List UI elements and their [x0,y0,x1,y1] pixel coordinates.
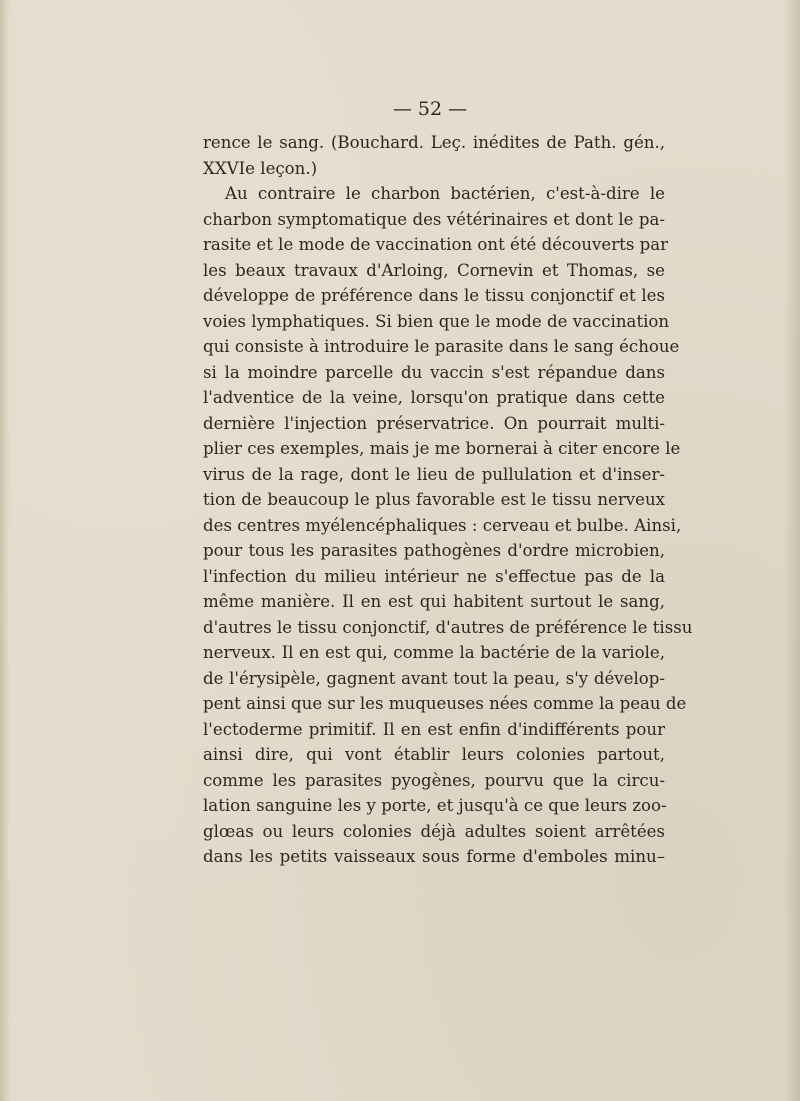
text-line: pent ainsi que sur les muqueuses nées comme la peau de [203,694,687,713]
text-line: tion de beaucoup le plus favorable est le tissu nerveux [203,490,665,509]
text-line: l'adventice de la veine, lorsqu'on pratique dans cette [203,388,665,407]
text-line: dernière l'injection préservatrice. On pourrait multi- [203,413,665,433]
page-right-edge [784,0,800,1101]
text-line: XXVIe leçon.) [203,158,318,178]
page-left-edge [0,0,10,1101]
text-line: qui consiste à introduire le parasite dans le sang échoue [203,337,680,356]
text-line: glœas ou leurs colonies déjà adultes soient arrêtées [203,821,665,841]
text-line: l'ectoderme primitif. Il en est enfin d'indifférents pour [203,719,665,739]
text-line: nerveux. Il en est qui, comme la bactérie de la variole, [203,643,665,662]
text-line: rence le sang. (Bouchard. Leç. inédites de Path. gén., [203,133,665,152]
text-line: de l'érysipèle, gagnent avant tout la peau, s'y dévelop- [203,668,665,688]
text-line: même manière. Il en est qui habitent surtout le sang, [203,592,665,611]
text-line: d'autres le tissu conjonctif, d'autres de préférence le tissu [203,617,693,637]
body-text [203,130,693,870]
text-line: charbon symptomatique des vétérinaires et dont le pa- [203,209,665,229]
text-line: comme les parasites pyogènes, pourvu que la circu- [203,770,665,790]
text-line: virus de la rage, dont le lieu de pullulation et d'inser- [203,464,665,484]
text-line: Au contraire le charbon bactérien, c'est-à-dire le [225,184,665,203]
text-line: les beaux travaux d'Arloing, Cornevin et Thomas, se [203,260,665,280]
text-line: dans les petits vaisseaux sous forme d'emboles minu– [203,847,665,866]
text-line: voies lymphatiques. Si bien que le mode de vaccination [203,311,670,331]
text-line: pour tous les parasites pathogènes d'ordre microbien, [203,541,665,560]
text-line: développe de préférence dans le tissu conjonctif et les [203,286,665,305]
text-line: si la moindre parcelle du vaccin s'est répandue dans [203,362,665,382]
page-number: — 52 — [392,98,468,120]
text-line: plier ces exemples, mais je me bornerai à citer encore le [203,439,681,458]
text-line: ainsi dire, qui vont établir leurs colonies partout, [203,745,665,764]
text-line: rasite et le mode de vaccination ont été découverts par [203,235,669,254]
text-line: lation sanguine les y porte, et jusqu'à ce que leurs zoo- [203,796,667,815]
text-line: l'infection du milieu intérieur ne s'effectue pas de la [203,566,665,586]
text-line: des centres myélencéphaliques : cerveau et bulbe. Ainsi, [203,515,682,535]
